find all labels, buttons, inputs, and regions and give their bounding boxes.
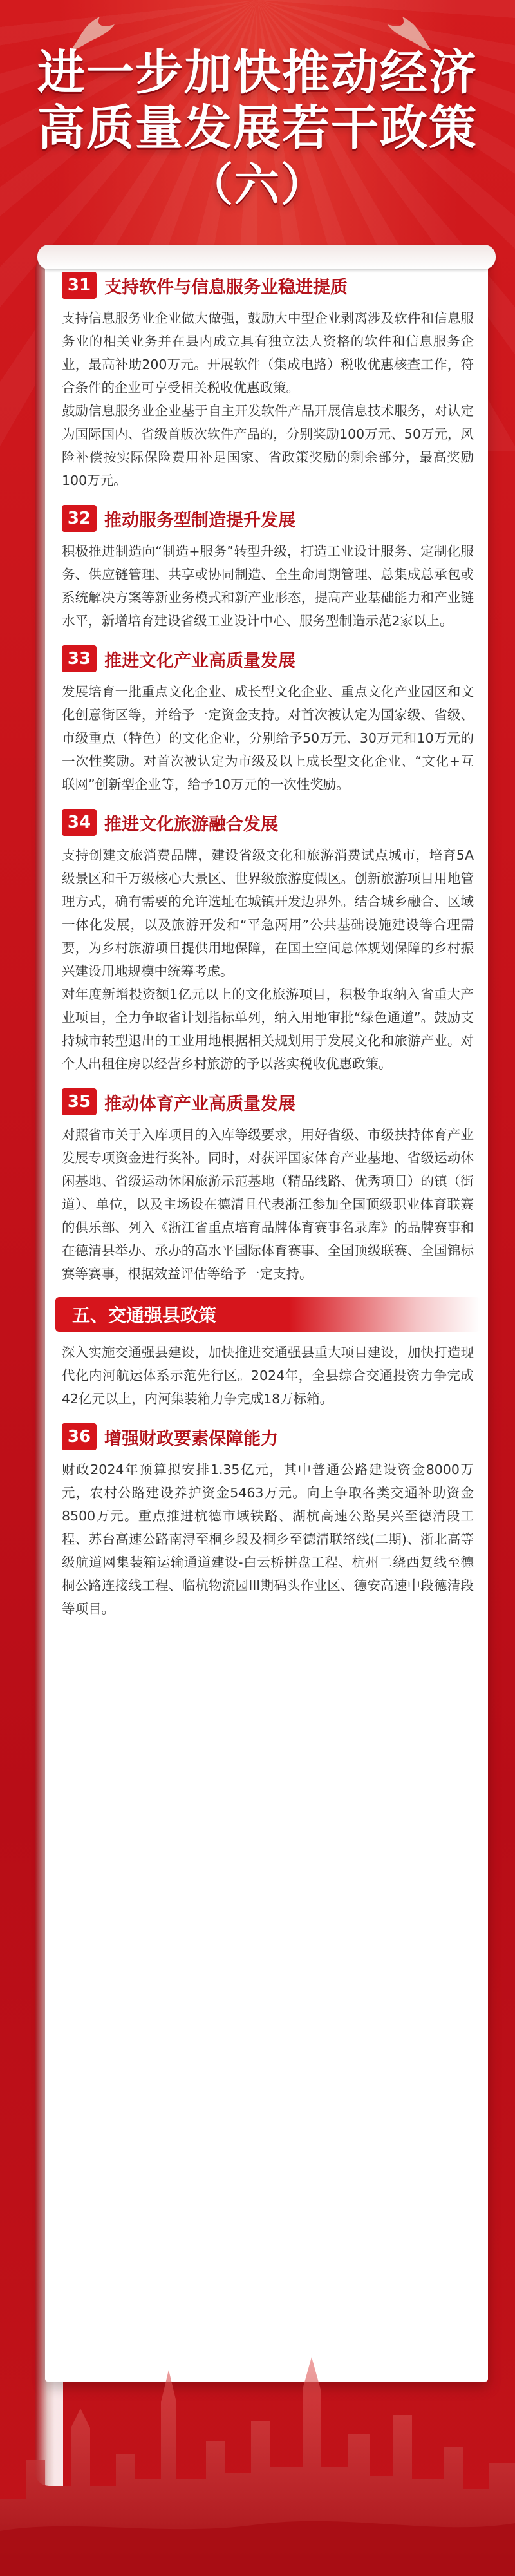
policy-section [62,644,474,796]
section-body [62,1458,474,1620]
title-line-3: （六） [188,158,327,211]
paragraph: 对年度新增投资额1亿元以上的文化旅游项目，积极争取纳入省重大产业项目，全力争取省计划指标单列，纳入用地审批“绿色通道”。鼓励支持城市转型退出的工业用地根据相关规划用于发展文化和旅游产业。对个人出租住房以经营乡村旅游的予以落实税收优惠政策。 [62,987,474,1072]
section-header [62,270,474,300]
paragraph: 发展培育一批重点文化企业、成长型文化企业、重点文化产业园区和文化创意街区等，并给予一定资金支持。对首次被认定为国家级、省级、市级重点（特色）的文化企业，分别给予50万元、30万元和10万元的一次性奖励。对首次被认定为市级及以上成长型文化企业、“文化+互联网”创新型企业等，给予10万元的一次性奖励。 [62,684,474,792]
section-number: 36 [62,1423,97,1450]
section-number: 35 [62,1088,97,1115]
policy-section [62,1087,474,1285]
section-number: 32 [62,505,97,532]
section-heading: 推动服务型制造提升发展 [104,510,295,531]
section-body [62,1341,474,1410]
paragraph: 积极推进制造向“制造+服务”转型升级，打造工业设计服务、定制化服务、供应链管理、共享或协同制造、全生命周期管理、总集成总承包或系统解决方案等新业务模式和新产业形态，提高产业基础能力和产业链水平，新增培育建设省级工业设计中心、服务型制造示范2家以上。 [62,544,474,629]
paragraph: 财政2024年预算拟安排1.35亿元，其中普通公路建设资金8000万元，农村公路建设养护资金5463万元。向上争取各类交通补助资金8500万元。重点推进杭德市域铁路、湖杭高速公路吴兴至德清段工程、苏台高速公路南浔至桐乡段及桐乡至德清联络线(二期)、浙北高等级航道网集装箱运输通道建设-白云桥拼盘工程、杭州二绕西复线至德桐公路连接线工程、临杭物流园III期码头作业区、德安高速中段德清段等项目。 [62,1462,474,1616]
section-body [62,540,474,632]
chapter-intro [62,1341,474,1410]
paragraph: 鼓励信息服务业企业基于自主开发软件产品开展信息技术服务，对认定为国际国内、省级首版次软件产品的，分别奖励100万元、50万元，风险补偿按实际保险费用补足国家、省政策奖励的剩余部分，最高奖励100万元。 [62,403,474,488]
policy-section [62,808,474,1075]
section-heading: 推进文化产业高质量发展 [104,650,295,671]
title-line-1: 进一步加快推动经济 [37,45,478,100]
section-heading: 推动体育产业高质量发展 [104,1094,295,1114]
city-skyline-illustration [0,2331,515,2576]
section-number: 31 [62,272,97,299]
policy-section [62,1422,474,1620]
section-header [62,644,474,674]
chapter-banner [55,1297,480,1332]
scroll-roll [37,245,496,269]
section-heading: 支持软件与信息服务业稳进提质 [104,277,348,298]
section-heading: 推进文化旅游融合发展 [104,814,278,835]
section-number: 34 [62,809,97,836]
section-header [62,808,474,837]
content [62,270,474,1632]
section-body [62,1123,474,1285]
paragraph: 支持信息服务业企业做大做强，鼓励大中型企业剥离涉及软件和信息服务业的相关业务并在县内成立具有独立法人资格的软件和信息服务企业，最高补助200万元。开展软件（集成电路）税收优惠核查工作，符合条件的企业可享受相关税收优惠政策。 [62,310,474,395]
policy-section [62,270,474,492]
section-header [62,504,474,533]
paragraph: 支持创建文旅消费品牌，建设省级文化和旅游消费试点城市，培育5A级景区和千万级核心大景区、世界级旅游度假区。创新旅游项目用地管理方式，确有需要的允许选址在城镇开发边界外。结合城乡融合、区域一体化发展，以及旅游开发和“平急两用”公共基础设施建设等合理需要，为乡村旅游项目提供用地保障，在国土空间总体规划保障的乡村振兴建设用地规模中统筹考虑。 [62,848,474,979]
section-number: 33 [62,645,97,672]
section-heading: 增强财政要素保障能力 [104,1428,278,1449]
chapter-heading: 五、交通强县政策 [72,1305,217,1326]
section-header [62,1422,474,1452]
policy-section [62,504,474,632]
poster-title [0,45,515,214]
section-header [62,1087,474,1117]
paragraph: 深入实施交通强县建设，加快推进交通强县重大项目建设，加快打造现代化内河航运体系示范先行区。2024年，全县综合交通投资力争完成42亿元以上，内河集装箱力争完成18万标箱。 [62,1345,474,1406]
paragraph: 对照省市关于入库项目的入库等级要求，用好省级、市级扶持体育产业发展专项资金进行奖补。同时，对获评国家体育产业基地、省级运动休闲基地、省级运动休闲旅游示范基地（精品线路、优秀项目）的镇（街道）、单位，以及主场设在德清且代表浙江参加全国顶级职业体育联赛的俱乐部、列入《浙江省重点培育品牌体育赛事名录库》的品牌赛事和在德清县举办、承办的高水平国际体育赛事、全国顶级联赛、全国锦标赛等赛事，根据效益评估等给予一定支持。 [62,1127,474,1282]
title-line-2: 高质量发展若干政策 [37,100,478,156]
section-body [62,844,474,1075]
section-body [62,680,474,796]
section-body [62,307,474,492]
